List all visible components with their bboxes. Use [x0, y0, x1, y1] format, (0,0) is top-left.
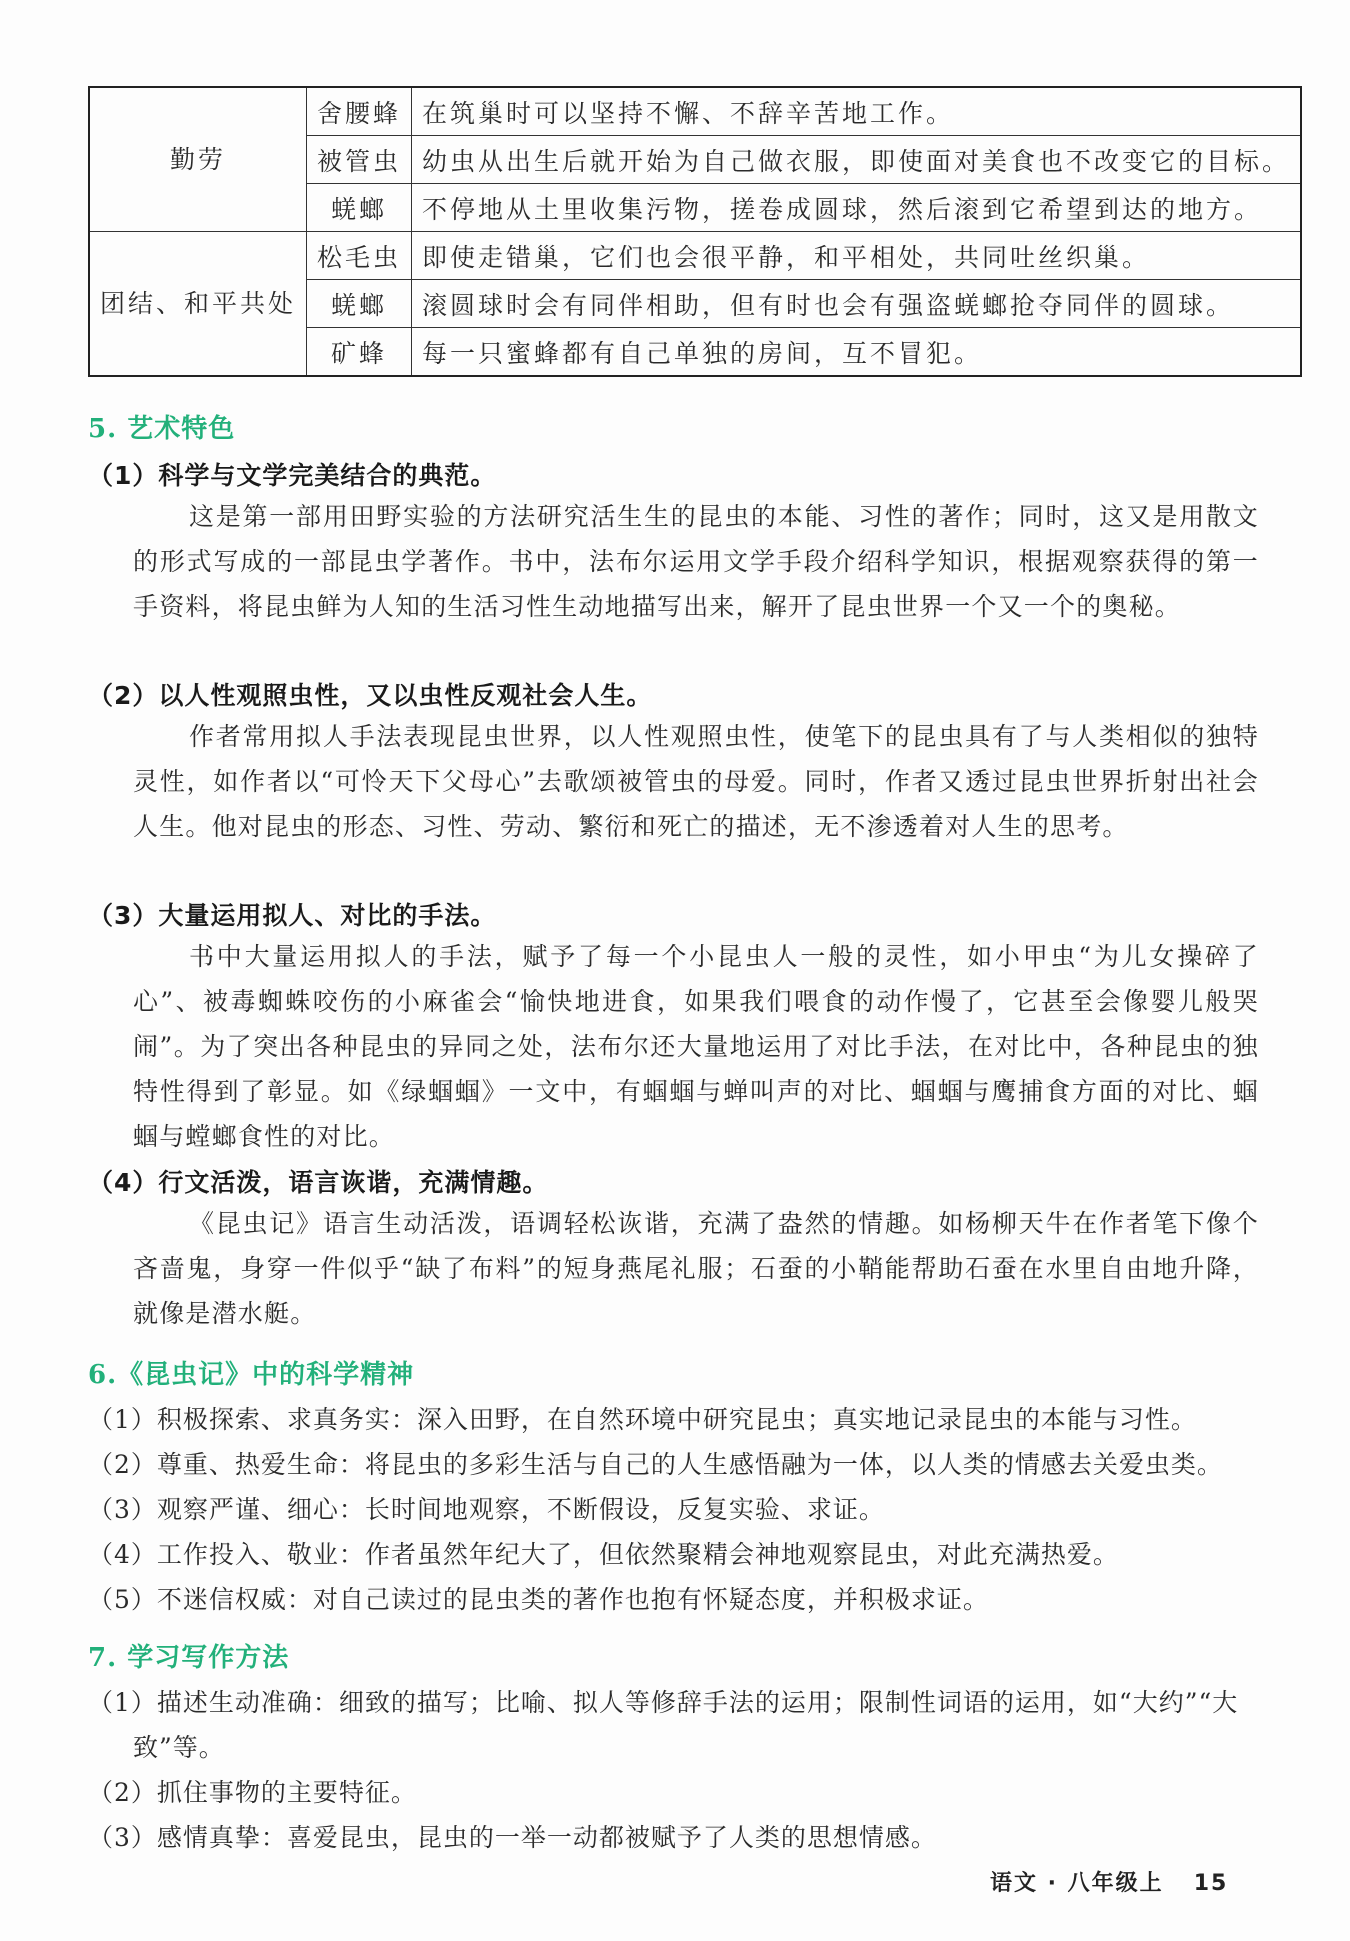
description-cell: 每一只蜜蜂都有自己单独的房间，互不冒犯。	[412, 328, 1302, 377]
table-row	[89, 87, 1301, 136]
description-cell: 不停地从土里收集污物，搓卷成圆球，然后滚到它希望到达的地方。	[412, 184, 1302, 232]
paragraph: 作者常用拟人手法表现昆虫世界，以人性观照虫性，使笔下的昆虫具有了与人类相似的独特灵性，如作者以“可怜天下父母心”去歌颂被管虫的母爱。同时，作者又透过昆虫世界折射出社会人生。他对昆虫的形态、习性、劳动、繁衍和死亡的描述，无不渗透着对人生的思考。	[133, 722, 1259, 841]
list-item: （3）感情真挚：喜爱昆虫，昆虫的一举一动都被赋予了人类的思想情感。	[88, 1823, 937, 1852]
paragraph: 书中大量运用拟人的手法，赋予了每一个小昆虫人一般的灵性，如小甲虫“为儿女操碎了心”、被毒蜘蛛咬伤的小麻雀会“愉快地进食，如果我们喂食的动作慢了，它甚至会像婴儿般哭闹”。为了突出各种昆虫的异同之处，法布尔还大量地运用了对比手法，在对比中，各种昆虫的独特性得到了彰显。如《绿蝈蝈》一文中，有蝈蝈与蝉叫声的对比、蝈蝈与鹰捕食方面的对比、蝈蝈与螳螂食性的对比。	[133, 942, 1259, 1151]
insect-cell: 被管虫	[307, 136, 412, 184]
list-item: （3）观察严谨、细心：长时间地观察，不断假设，反复实验、求证。	[88, 1495, 885, 1524]
description-cell: 幼虫从出生后就开始为自己做衣服，即使面对美食也不改变它的目标。	[412, 136, 1302, 184]
insect-cell: 松毛虫	[307, 232, 412, 280]
description-cell: 滚圆球时会有同伴相助，但有时也会有强盗蜣螂抢夺同伴的圆球。	[412, 280, 1302, 328]
insect-cell: 蜣螂	[307, 280, 412, 328]
section-heading-scientific-spirit: 6.《昆虫记》中的科学精神	[88, 1360, 415, 1390]
list-item: （1）描述生动准确：细致的描写；比喻、拟人等修辞手法的运用；限制性词语的运用，如“大约”“大致”等。	[88, 1688, 1239, 1762]
list-item: （2）抓住事物的主要特征。	[88, 1778, 417, 1807]
insect-cell: 矿蜂	[307, 328, 412, 377]
subject-label: 语文 · 八年级上	[990, 1871, 1164, 1896]
page-footer	[990, 1866, 1228, 1897]
subheading: （3）大量运用拟人、对比的手法。	[88, 901, 497, 930]
category-cell: 团结、和平共处	[89, 232, 307, 377]
paragraph: 《昆虫记》语言生动活泼，语调轻松诙谐，充满了盎然的情趣。如杨柳天牛在作者笔下像个吝啬鬼，身穿一件似乎“缺了布料”的短身燕尾礼服；石蚕的小鞘能帮助石蚕在水里自由地升降，就像是潜水艇。	[133, 1209, 1259, 1328]
section-heading-art-features: 5. 艺术特色	[88, 414, 236, 444]
subheading: （1）科学与文学完美结合的典范。	[88, 461, 497, 490]
paragraph: 这是第一部用田野实验的方法研究活生生的昆虫的本能、习性的著作；同时，这又是用散文的形式写成的一部昆虫学著作。书中，法布尔运用文学手段介绍科学知识，根据观察获得的第一手资料，将昆虫鲜为人知的生活习性生动地描写出来，解开了昆虫世界一个又一个的奥秘。	[133, 502, 1259, 621]
subheading: （2）以人性观照虫性，又以虫性反观社会人生。	[88, 681, 653, 710]
section-heading-writing-methods: 7. 学习写作方法	[88, 1643, 290, 1673]
page-number: 15	[1193, 1871, 1229, 1896]
insect-cell: 舍腰蜂	[307, 87, 412, 136]
table-row	[89, 232, 1301, 280]
description-cell: 在筑巢时可以坚持不懈、不辞辛苦地工作。	[412, 87, 1302, 136]
category-cell: 勤劳	[89, 87, 307, 232]
insect-cell: 蜣螂	[307, 184, 412, 232]
insect-traits-table	[88, 86, 1302, 377]
description-cell: 即使走错巢，它们也会很平静，和平相处，共同吐丝织巢。	[412, 232, 1302, 280]
list-item: （1）积极探索、求真务实：深入田野，在自然环境中研究昆虫；真实地记录昆虫的本能与习性。	[88, 1405, 1197, 1434]
subheading: （4）行文活泼，语言诙谐，充满情趣。	[88, 1168, 549, 1197]
list-item: （4）工作投入、敬业：作者虽然年纪大了，但依然聚精会神地观察昆虫，对此充满热爱。	[88, 1540, 1119, 1569]
list-item: （5）不迷信权威：对自己读过的昆虫类的著作也抱有怀疑态度，并积极求证。	[88, 1585, 989, 1614]
list-item: （2）尊重、热爱生命：将昆虫的多彩生活与自己的人生感悟融为一体，以人类的情感去关爱虫类。	[88, 1450, 1223, 1479]
